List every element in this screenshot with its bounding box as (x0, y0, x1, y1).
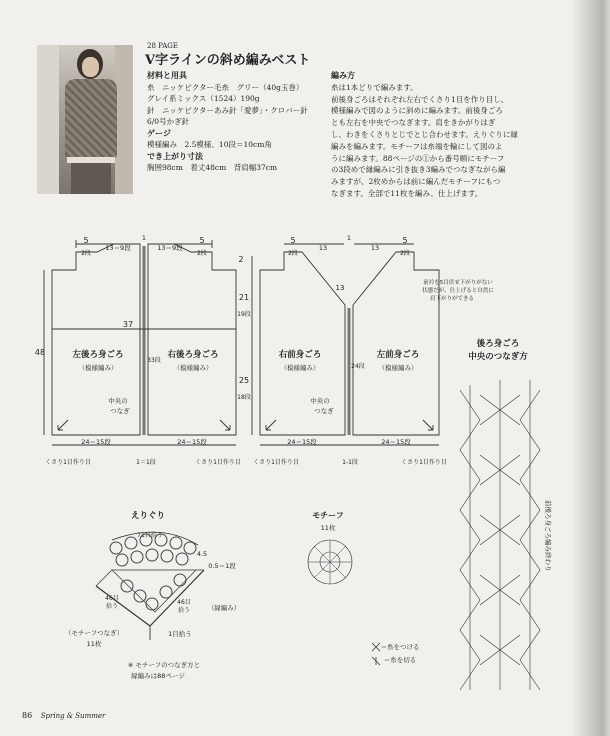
back-top-dim: 5 (199, 236, 205, 245)
front-top-dim: 5 (402, 236, 408, 245)
gauge-heading: ゲージ (147, 127, 171, 138)
collar-pick: 拾う (105, 603, 119, 610)
back-top-dim: 13＝9段 (157, 244, 183, 252)
front-note: 肩下がりができる (429, 296, 475, 302)
join-title: 中央のつなぎ方 (468, 352, 528, 362)
collar-pick: 46目 (105, 595, 119, 602)
join-chart (460, 380, 540, 690)
method-line: し、わきをくさりとじでとじ合わせます。えりぐりに縁 (331, 129, 518, 139)
front-right-label: 右前身ごろ (278, 350, 322, 360)
collar-note: 縁編みは88ページ (131, 672, 185, 680)
method-heading: 編み方 (331, 70, 355, 80)
method-line: みますが、2枚めからは前に編んだモチーフにもつ (331, 177, 501, 187)
chain-start-label: くさり1目作り目 (253, 459, 299, 466)
method-line: 糸は1本どりで編みます。 (331, 82, 418, 92)
back-left-label: 左後ろ身ごろ (72, 350, 124, 360)
front-top-dim: 2段 (400, 250, 410, 257)
one-row-label: 1-1段 (342, 459, 358, 466)
collar-motif-count: 11枚 (86, 640, 102, 648)
bottom-dim: 24＝15段 (177, 438, 207, 446)
bottom-dim: 24＝15段 (381, 438, 411, 446)
back-right-label: 右後ろ身ごろ (167, 350, 219, 360)
center-join-label: 中央の (108, 397, 128, 405)
front-dim: 18段 (237, 394, 251, 401)
collar-edging: （縁編み） (207, 604, 241, 612)
back-top-dim: 1 (141, 234, 147, 242)
gauge-text: 模様編み 2.5模様、10段＝10cm角 (147, 140, 272, 149)
chain-start-label: くさり1目作り目 (195, 459, 241, 466)
collar-note: ※ モチーフのつなぎ方と (127, 661, 201, 669)
collar-top-label: 71目拾う (137, 532, 163, 539)
page-title: V字ラインの斜め編みベスト (145, 53, 311, 68)
chain-start-label: くさり1目作り目 (401, 459, 447, 466)
size-text: 胸囲98cm 着丈48cm 背肩幅37cm (147, 163, 278, 172)
method-line: 模様編みで図のように斜めに編みます。前後身ごろ (331, 106, 503, 116)
back-top-dim: 13＝9段 (105, 244, 131, 252)
back-top-dim: 5 (83, 236, 89, 245)
front-top-dim: 13 (370, 244, 380, 252)
magazine-name: Spring & Summer (40, 712, 106, 720)
collar-title: えりぐり (130, 511, 166, 521)
collar-dim: 0.5＝1段 (208, 562, 236, 570)
bottom-dim: 24＝15段 (287, 438, 317, 446)
materials-line: 糸 ニッケビクター毛糸 グリー（40g玉巻） (147, 82, 304, 92)
join-side-label: 前後ろ身ごろ編み終わり (544, 500, 552, 572)
front-top-dim: 2段 (288, 250, 298, 257)
front-dim: 19段 (237, 311, 251, 318)
one-row-label: 1＝1段 (136, 459, 156, 466)
back-top-dim: 2段 (197, 250, 207, 257)
method-line: うに編みます。88ページの①から番号順にモチーフ (331, 153, 505, 163)
method-line: なぎます。全部で11枚を編み、仕上げます。 (331, 188, 483, 198)
size-heading: でき上がり寸法 (147, 150, 203, 161)
page-reference: 28 PAGE (147, 42, 178, 50)
materials-heading: 材料と用具 (147, 70, 187, 80)
materials-line: 針 ニッケビクターあみ針「愛夢」・クロバー針 (147, 105, 308, 115)
bottom-dim: 24＝15段 (81, 438, 111, 446)
center-join-label: つなぎ (110, 407, 130, 415)
front-dim: 21 (238, 293, 250, 302)
join-title: 後ろ身ごろ (476, 339, 520, 349)
front-top-dim: 5 (290, 236, 296, 245)
method-line: の3段めで縁編みに引き抜き3編みでつなぎながら編 (331, 165, 506, 175)
back-top-dim: 2段 (81, 250, 91, 257)
footer (22, 711, 105, 720)
pattern-label: （模様編み） (280, 364, 320, 372)
width-dim: 37 (122, 320, 134, 329)
collar-dim: 4.5 (196, 550, 208, 558)
front-dim: 25 (238, 376, 250, 385)
collar-pick: 46目 (177, 599, 191, 606)
motif-count: 11枚 (320, 524, 336, 532)
collar-pick: 拾う (177, 607, 191, 614)
materials-line: 6/0号かぎ針 (147, 117, 190, 126)
pattern-label: （模様編み） (78, 364, 118, 372)
front-top-dim: 1 (346, 234, 352, 242)
method-line: 編みを編みます。モチーフは糸端を輪にして図のよ (331, 141, 503, 151)
materials-line: グレイ系ミックス（1524）190g (147, 94, 260, 103)
center-join-label: つなぎ (314, 407, 334, 415)
collar-motif-join: （モチーフつなぎ） (64, 629, 124, 637)
front-dim: 2 (238, 255, 244, 264)
rows-label: 24段 (351, 363, 365, 370)
motif-legend: ＝糸を切る (383, 656, 417, 664)
front-dim: 13 (335, 284, 345, 292)
collar-one-pick: 1目拾う (168, 630, 192, 638)
pattern-label: （模様編み） (173, 364, 213, 372)
front-top-dim: 13 (318, 244, 328, 252)
motif-legend: ＝糸をつける (380, 643, 420, 651)
rows-label: 33段 (147, 357, 161, 364)
chain-start-label: くさり1目作り目 (45, 459, 91, 466)
height-dim: 48 (34, 348, 46, 357)
center-join-label: 中央の (310, 397, 330, 405)
front-note: 状態だが、仕上げると自然に (422, 288, 494, 294)
motif-title: モチーフ (312, 511, 344, 520)
method-line: 前後身ごろはそれぞれ左右でくさり1目を作り目し、 (331, 94, 509, 104)
back-right-panel (148, 244, 236, 435)
legend-icons (372, 643, 380, 665)
page-number: 86 (22, 711, 33, 720)
pattern-label: （模様編み） (378, 364, 418, 372)
method-line: とも左右を中央でつなぎます。肩をきかがりはぎ (331, 118, 496, 128)
front-left-label: 左前身ごろ (376, 350, 420, 360)
front-note: 前衿を5目伏せ下がりがない (423, 280, 493, 286)
